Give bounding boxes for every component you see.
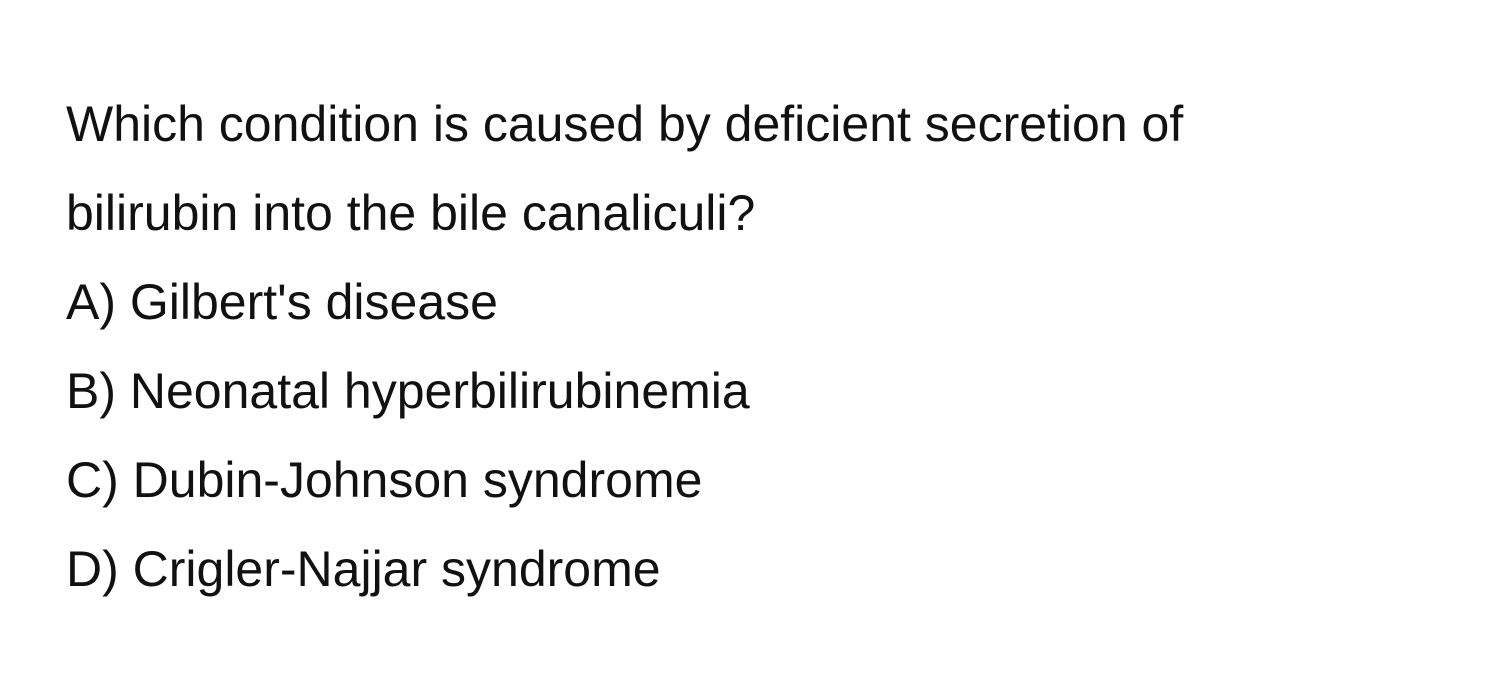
option-c: C) Dubin-Johnson syndrome: [66, 452, 703, 508]
question-line-1: Which condition is caused by deficient secretion of: [66, 96, 1184, 152]
option-b: B) Neonatal hyperbilirubinemia: [66, 363, 750, 419]
option-d: D) Crigler-Najjar syndrome: [66, 541, 661, 597]
question-document: [66, 80, 1446, 614]
answer-options: [66, 258, 1446, 614]
option-a: A) Gilbert's disease: [66, 274, 498, 330]
question-line-2: bilirubin into the bile canaliculi?: [66, 185, 756, 241]
question-text: [66, 80, 1446, 258]
